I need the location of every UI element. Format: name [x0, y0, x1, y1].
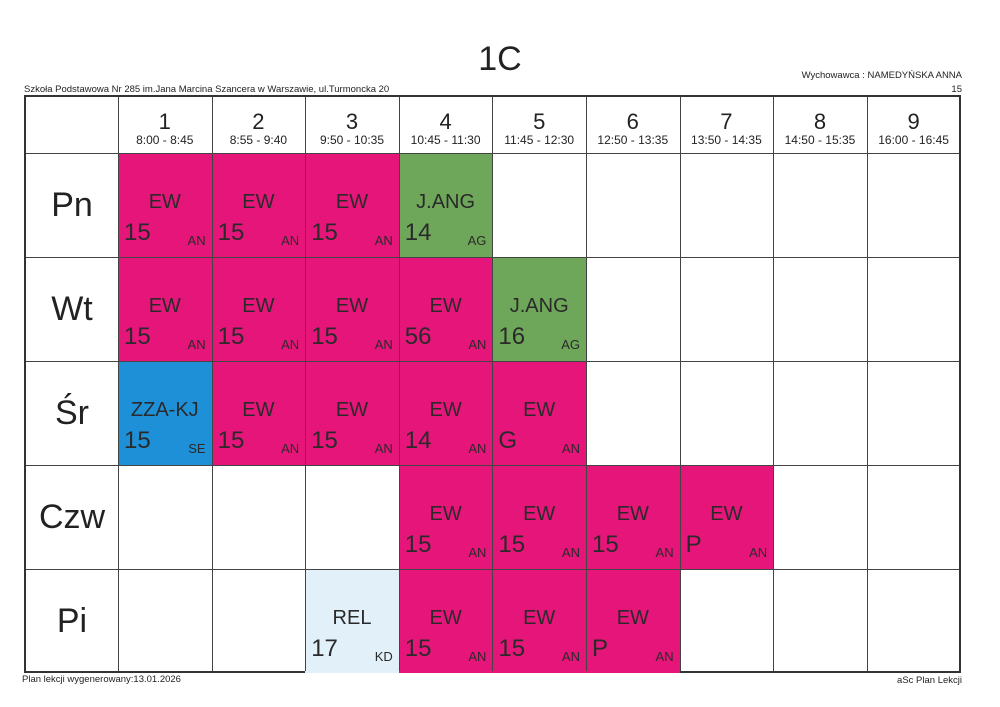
- lesson-room: P: [685, 531, 702, 558]
- lesson-room: 15: [124, 219, 151, 246]
- lesson-teacher: AN: [374, 233, 393, 248]
- lesson-teacher: AN: [281, 441, 300, 456]
- grid-column-line: [680, 97, 681, 671]
- lesson-room: 16: [498, 323, 526, 350]
- lesson-cell: [492, 569, 586, 673]
- lesson-subject: EW: [242, 295, 275, 317]
- lesson-teacher: AN: [374, 337, 393, 352]
- page-number: 15: [951, 84, 962, 95]
- lesson-teacher: AN: [468, 545, 487, 560]
- lesson-room: 14: [404, 219, 432, 246]
- lesson-cell: [212, 257, 306, 361]
- lesson-subject: EW: [242, 191, 275, 213]
- lesson-cell: [212, 361, 306, 465]
- lesson-cell: [212, 153, 306, 257]
- lesson-room: 15: [498, 635, 526, 662]
- lesson-cell: [680, 465, 774, 569]
- lesson-room: 15: [311, 427, 338, 454]
- lesson-room: 15: [217, 427, 245, 454]
- period-time: 16:00 - 16:45: [878, 133, 949, 147]
- lesson-teacher: AG: [561, 337, 580, 352]
- lesson-teacher: AN: [655, 649, 674, 664]
- lesson-subject: J.ANG: [509, 295, 569, 317]
- lesson-cell: [586, 465, 680, 569]
- lesson-room: 56: [404, 323, 432, 350]
- grid-column-line: [305, 97, 306, 671]
- lesson-subject: EW: [523, 399, 556, 421]
- period-time: 10:45 - 11:30: [410, 133, 481, 147]
- lesson-cell: [118, 257, 212, 361]
- period-time: 14:50 - 15:35: [784, 133, 856, 147]
- period-number: 6: [626, 109, 639, 134]
- lesson-room: 15: [311, 323, 338, 350]
- grid-column-line: [492, 97, 493, 671]
- lesson-subject: ZZA-KJ: [130, 399, 199, 421]
- lesson-teacher: AN: [281, 233, 300, 248]
- lesson-teacher: AN: [561, 649, 580, 664]
- lesson-teacher: AN: [187, 337, 206, 352]
- period-number: 3: [345, 109, 359, 134]
- lesson-subject: EW: [616, 607, 649, 629]
- lesson-subject: EW: [710, 503, 743, 525]
- lesson-subject: EW: [429, 503, 462, 525]
- lesson-subject: EW: [335, 295, 369, 317]
- lesson-cell: [305, 257, 399, 361]
- period-header: [867, 97, 961, 153]
- lesson-room: 15: [124, 427, 151, 454]
- lesson-teacher: AN: [655, 545, 674, 560]
- class-title: 1C: [478, 40, 522, 78]
- grid-column-line: [586, 97, 587, 671]
- lesson-room: P: [592, 635, 609, 662]
- lesson-subject: EW: [616, 503, 649, 525]
- lesson-cell: [305, 153, 399, 257]
- lesson-subject: REL: [332, 607, 372, 629]
- lesson-cell: [399, 153, 493, 257]
- grid-row-line: [26, 569, 959, 570]
- grid-row-line: [26, 361, 959, 362]
- lesson-room: 15: [592, 531, 619, 558]
- lesson-cell: [399, 257, 493, 361]
- period-number: 1: [158, 109, 171, 134]
- lesson-room: 15: [404, 531, 432, 558]
- lesson-teacher: KD: [374, 649, 393, 664]
- period-header: [586, 97, 680, 153]
- grid-column-line: [399, 97, 400, 671]
- lesson-cell: [118, 361, 212, 465]
- period-time: 11:45 - 12:30: [504, 133, 575, 147]
- period-number: 4: [439, 109, 452, 134]
- period-time: 13:50 - 14:35: [691, 133, 762, 147]
- period-time: 12:50 - 13:35: [597, 133, 669, 147]
- day-label: Śr: [55, 394, 89, 432]
- lesson-subject: EW: [148, 191, 181, 213]
- period-number: 2: [252, 109, 265, 134]
- day-label: Czw: [38, 498, 106, 536]
- period-number: 7: [720, 109, 733, 134]
- period-header: [399, 97, 493, 153]
- lesson-teacher: AN: [561, 545, 580, 560]
- lesson-room: 17: [311, 635, 338, 662]
- lesson-teacher: SE: [188, 441, 206, 456]
- lesson-cell: [399, 465, 493, 569]
- lesson-room: 15: [124, 323, 151, 350]
- period-header: [305, 97, 399, 153]
- lesson-cell: [118, 153, 212, 257]
- generated-date: Plan lekcji wygenerowany:13.01.2026: [22, 674, 181, 685]
- generator-credit: aSc Plan Lekcji: [897, 675, 962, 686]
- lesson-teacher: AN: [468, 441, 487, 456]
- lesson-room: 15: [217, 323, 245, 350]
- day-label: Pi: [56, 602, 88, 640]
- lesson-room: G: [498, 427, 518, 454]
- lesson-teacher: AG: [467, 233, 487, 248]
- homeroom-teacher: Wychowawca : NAMEDYŃSKA ANNA: [801, 70, 962, 81]
- day-label: Wt: [51, 290, 93, 328]
- period-number: 5: [533, 109, 546, 134]
- period-time: 8:00 - 8:45: [136, 133, 194, 147]
- lesson-room: 15: [311, 219, 338, 246]
- period-header: [773, 97, 867, 153]
- period-time: 8:55 - 9:40: [229, 133, 288, 147]
- lesson-cell: [492, 257, 586, 361]
- lesson-subject: EW: [335, 191, 369, 213]
- lesson-teacher: AN: [281, 337, 300, 352]
- period-number: 8: [813, 109, 827, 134]
- school-name: Szkoła Podstawowa Nr 285 im.Jana Marcina Szancera w Warszawie, ul.Turmoncka 20: [24, 84, 390, 95]
- grid-row-line: [26, 257, 959, 258]
- period-header: [118, 97, 212, 153]
- lesson-teacher: AN: [187, 233, 206, 248]
- lesson-subject: EW: [523, 503, 556, 525]
- timetable-grid: [24, 95, 961, 673]
- lesson-subject: EW: [429, 399, 462, 421]
- period-number: 9: [907, 109, 920, 134]
- lesson-subject: J.ANG: [416, 191, 476, 213]
- grid-column-line: [773, 97, 774, 671]
- lesson-teacher: AN: [374, 441, 393, 456]
- lesson-subject: EW: [429, 295, 462, 317]
- lesson-cell: [305, 569, 399, 673]
- lesson-teacher: AN: [468, 337, 487, 352]
- lesson-teacher: AN: [468, 649, 487, 664]
- lesson-subject: EW: [242, 399, 275, 421]
- lesson-room: 15: [498, 531, 526, 558]
- lesson-subject: EW: [429, 607, 462, 629]
- period-header: [492, 97, 586, 153]
- lesson-cell: [305, 361, 399, 465]
- lesson-cell: [586, 569, 680, 673]
- period-time: 9:50 - 10:35: [319, 133, 385, 147]
- grid-row-line: [26, 465, 959, 466]
- lesson-cell: [399, 361, 493, 465]
- grid-column-line: [867, 97, 868, 671]
- lesson-teacher: AN: [749, 545, 768, 560]
- lesson-room: 15: [404, 635, 432, 662]
- grid-row-line: [26, 153, 959, 154]
- lesson-room: 15: [217, 219, 245, 246]
- day-label: Pn: [51, 186, 93, 224]
- lesson-cell: [492, 465, 586, 569]
- lesson-cell: [492, 361, 586, 465]
- grid-column-line: [212, 97, 213, 671]
- lesson-subject: EW: [523, 607, 556, 629]
- lesson-room: 14: [404, 427, 432, 454]
- grid-column-line: [118, 97, 119, 671]
- period-header: [212, 97, 306, 153]
- period-header: [680, 97, 774, 153]
- lesson-subject: EW: [335, 399, 369, 421]
- lesson-subject: EW: [148, 295, 181, 317]
- lesson-cell: [399, 569, 493, 673]
- lesson-teacher: AN: [561, 441, 580, 456]
